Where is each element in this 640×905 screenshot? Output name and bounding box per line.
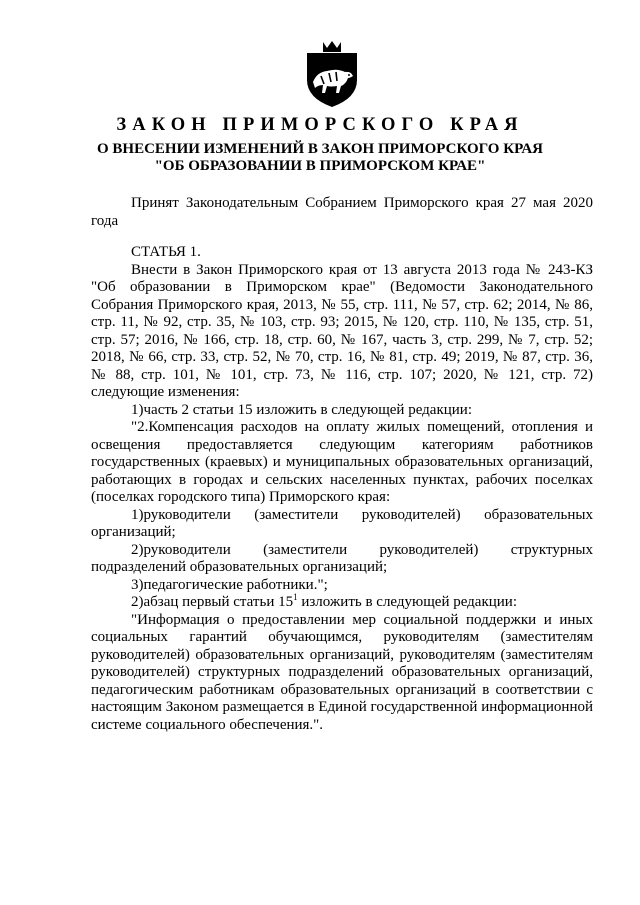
- article-1: [91, 244, 593, 734]
- article-intro: Внести в Закон Приморского края от 13 августа 2013 года № 243-КЗ "Об образовании в Приморском крае" (Ведомости Законодательного Собрания Приморского края, 2013, № 55, стр. 111, № 57, стр. 62; 2014, № 86, стр. 11, № 92, стр. 35, № 103, стр. 93; 2015, № 120, стр. 110, № 135, стр. 51, стр. 57; 2016, № 166, стр. 18, стр. 60, № 167, часть 3, стр. 299, № 7, стр. 52; 2018, № 66, стр. 33, стр. 52, № 70, стр. 16, № 81, стр. 49; 2019, № 87, стр. 36, № 88, стр. 101, № 101, стр. 73, № 116, стр. 107; 2020, № 121, стр. 72) следующие изменения:: [91, 261, 593, 400]
- item-1: 1)часть 2 статьи 15 изложить в следующей редакции:: [131, 401, 472, 418]
- item-1-text: "2.Компенсация расходов на оплату жилых помещений, отопления и освещения предоставляется следующим категориям работников государственных (краевых) и муниципальных образовательных организаций, работающих в городах и сельских населенных пунктах, рабочих поселках (поселках городского типа) Приморского края:: [91, 419, 593, 505]
- item-1-sub-1: 1)руководители (заместители руководителей) образовательных организаций;: [91, 506, 593, 540]
- law-subtitle: [0, 141, 640, 175]
- item-2-suffix: изложить в следующей редакции:: [297, 594, 518, 610]
- law-title: ЗАКОН ПРИМОРСКОГО КРАЯ: [116, 115, 524, 135]
- subtitle-line-1: О ВНЕСЕНИИ ИЗМЕНЕНИЙ В ЗАКОН ПРИМОРСКОГО КРАЯ: [97, 141, 543, 157]
- item-2-superscript: 1: [293, 592, 298, 602]
- article-heading: СТАТЬЯ 1.: [131, 244, 201, 260]
- adoption-note: [91, 195, 593, 230]
- coat-of-arms-icon: [301, 38, 363, 110]
- subtitle-line-2: "ОБ ОБРАЗОВАНИИ В ПРИМОРСКОМ КРАЕ": [154, 158, 486, 174]
- item-2-text: "Информация о предоставлении мер социальной поддержки и иных социальных гарантий обучающимся, руководителям (заместителям руководителей) образовательных организаций, руководителям (заместителям руководителей) структурных подразделений образовательных организаций, педагогическим работникам образовательных организаций в соответствии с настоящим Законом размещается в Единой государственной информационной системе социального обеспечения.".: [91, 611, 593, 733]
- item-2-prefix: 2)абзац первый статьи 15: [131, 594, 294, 610]
- item-1-sub-3: 3)педагогические работники.";: [131, 576, 328, 593]
- item-1-sub-2: 2)руководители (заместители руководителей) структурных подразделений образовательных организаций;: [91, 541, 593, 575]
- adoption-text: Принят Законодательным Собранием Приморского края 27 мая 2020 года: [91, 195, 593, 229]
- item-2: [91, 594, 593, 612]
